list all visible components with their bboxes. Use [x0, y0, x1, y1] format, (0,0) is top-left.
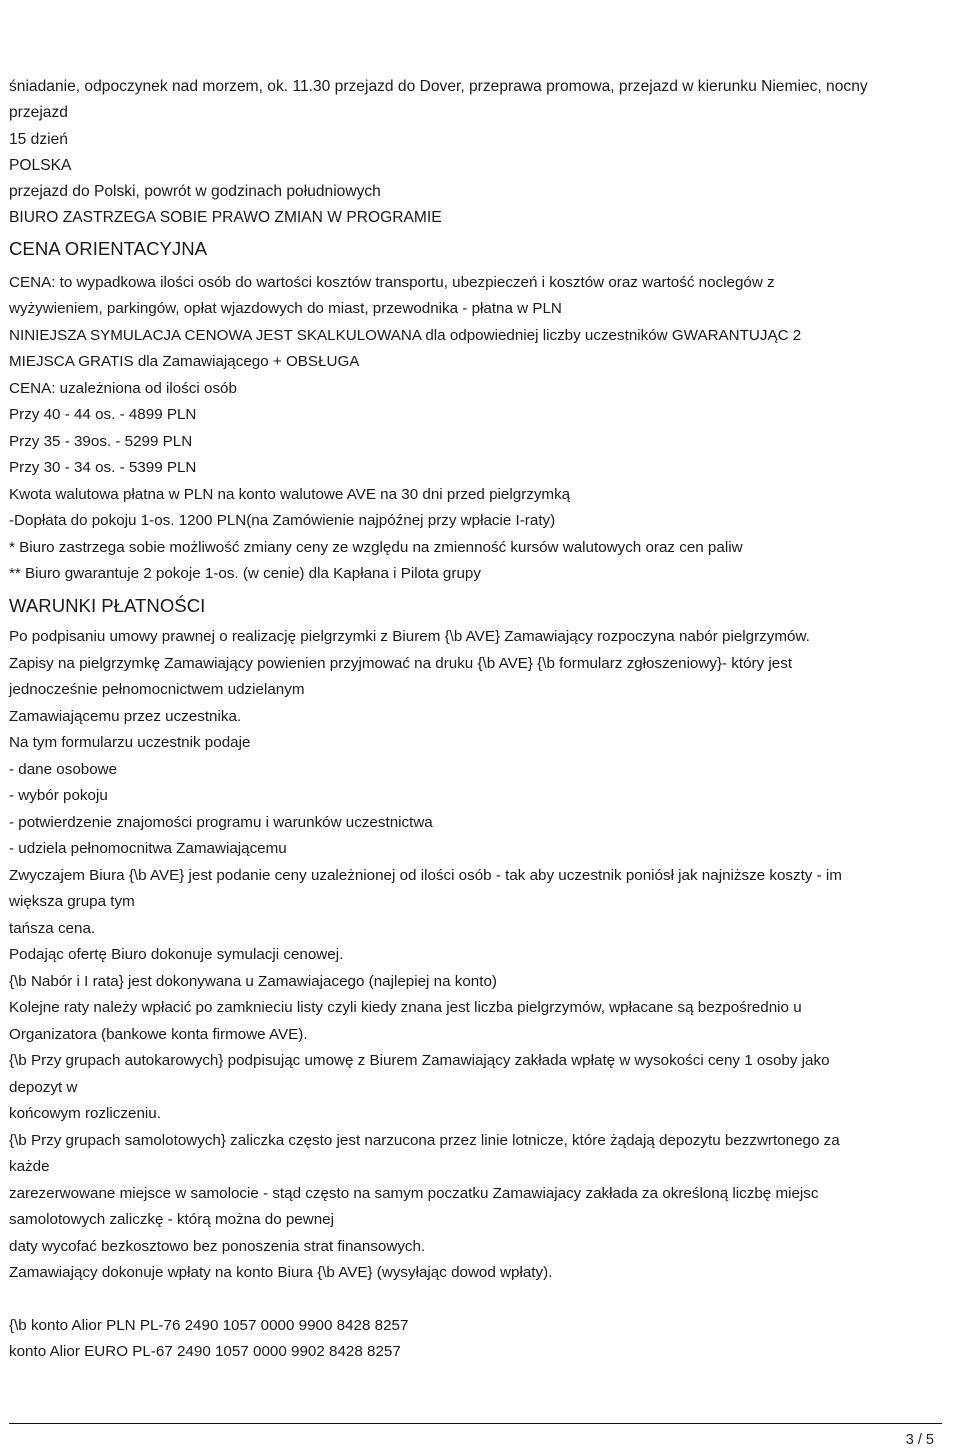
- price-line: CENA: uzależniona od ilości osób: [9, 380, 237, 397]
- section-heading-payment: WARUNKI PŁATNOŚCI: [9, 595, 206, 616]
- price-tier: Przy 40 - 44 os. - 4899 PLN: [9, 406, 197, 423]
- intro-line: BIURO ZASTRZEGA SOBIE PRAWO ZMIAN W PROGRAMIE: [9, 209, 442, 226]
- payment-line: tańsza cena.: [9, 920, 96, 937]
- payment-line: końcowym rozliczeniu.: [9, 1105, 161, 1122]
- payment-line: Na tym formularzu uczestnik podaje: [9, 734, 251, 751]
- payment-line: - dane osobowe: [9, 761, 118, 778]
- payment-line: - potwierdzenie znajomości programu i warunków uczestnictwa: [9, 814, 433, 831]
- price-line: CENA: to wypadkowa ilości osób do wartości kosztów transportu, ubezpieczeń i kosztów oraz wartość noclegów z: [9, 274, 775, 291]
- payment-line: Zamawiający dokonuje wpłaty na konto Biura {\b AVE} (wysyłając dowod wpłaty).: [9, 1264, 553, 1281]
- price-line: -Dopłata do pokoju 1-os. 1200 PLN(na Zamówienie najpóźnej przy wpłacie I-raty): [9, 512, 556, 529]
- payment-line: - udziela pełnomocnitwa Zamawiającemu: [9, 840, 287, 857]
- payment-line: Zwyczajem Biura {\b AVE} jest podanie ceny uzależnionej od ilości osób - tak aby uczestnik poniósł jak najniższe koszty - im: [9, 867, 842, 884]
- payment-line: depozyt w: [9, 1079, 78, 1096]
- price-tier: Przy 30 - 34 os. - 5399 PLN: [9, 459, 197, 476]
- payment-line: każde: [9, 1158, 50, 1175]
- price-tier: Przy 35 - 39os. - 5299 PLN: [9, 433, 193, 450]
- payment-line: Zapisy na pielgrzymkę Zamawiający powienien przyjmować na druku {\b AVE} {\b formularz zgłoszeniowy}- który jest: [9, 655, 793, 672]
- footer-rule: [9, 1423, 942, 1424]
- bank-account-pln: {\b konto Alior PLN PL-76 2490 1057 0000 9900 8428 8257: [9, 1317, 409, 1334]
- intro-line: 15 dzień: [9, 131, 68, 148]
- section-heading-price: CENA ORIENTACYJNA: [9, 238, 208, 259]
- intro-line: śniadanie, odpoczynek nad morzem, ok. 11.30 przejazd do Dover, przeprawa promowa, przejazd w kierunku Niemiec, nocny: [9, 78, 868, 95]
- price-line: NINIEJSZA SYMULACJA CENOWA JEST SKALKULOWANA dla odpowiedniej liczby uczestników GWARANTUJĄC 2: [9, 327, 802, 344]
- payment-line: daty wycofać bezkosztowo bez ponoszenia strat finansowych.: [9, 1238, 426, 1255]
- intro-line: POLSKA: [9, 157, 72, 174]
- payment-line: jednocześnie pełnomocnictwem udzielanym: [9, 681, 305, 698]
- payment-line: Podając ofertę Biuro dokonuje symulacji cenowej.: [9, 946, 344, 963]
- payment-line: {\b Przy grupach samolotowych} zaliczka często jest narzucona przez linie lotnicze, które żądają depozytu bezzwrtonego za: [9, 1132, 840, 1149]
- intro-line: przejazd do Polski, powrót w godzinach południowych: [9, 183, 381, 200]
- price-line: wyżywieniem, parkingów, opłat wjazdowych do miast, przewodnika - płatna w PLN: [9, 300, 562, 317]
- payment-line: {\b Nabór i I rata} jest dokonywana u Zamawiajacego (najlepiej na konto): [9, 973, 497, 990]
- intro-line: przejazd: [9, 104, 68, 121]
- payment-line: Po podpisaniu umowy prawnej o realizację pielgrzymki z Biurem {\b AVE} Zamawiający rozpoczyna nabór pielgrzymów.: [9, 628, 810, 645]
- page-number: 3 / 5: [905, 1432, 934, 1448]
- payment-line: Zamawiającemu przez uczestnika.: [9, 708, 242, 725]
- payment-line: {\b Przy grupach autokarowych} podpisując umowę z Biurem Zamawiający zakłada wpłatę w wysokości ceny 1 osoby jako: [9, 1052, 830, 1069]
- payment-line: samolotowych zaliczkę - którą można do pewnej: [9, 1211, 334, 1228]
- payment-line: - wybór pokoju: [9, 787, 108, 804]
- price-line: ** Biuro gwarantuje 2 pokoje 1-os. (w cenie) dla Kapłana i Pilota grupy: [9, 565, 481, 582]
- payment-line: zarezerwowane miejsce w samolocie - stąd często na samym poczatku Zamawiajacy zakłada za określoną liczbę miejsc: [9, 1185, 819, 1202]
- payment-line: Kolejne raty należy wpłacić po zamknieciu listy czyli kiedy znana jest liczba pielgrzymów, wpłacane są bezpośrednio u: [9, 999, 802, 1016]
- price-line: MIEJSCA GRATIS dla Zamawiającego + OBSŁUGA: [9, 353, 360, 370]
- payment-line: większa grupa tym: [9, 893, 135, 910]
- price-line: * Biuro zastrzega sobie możliwość zmiany ceny ze względu na zmienność kursów walutowych oraz cen paliw: [9, 539, 743, 556]
- bank-account-euro: konto Alior EURO PL-67 2490 1057 0000 9902 8428 8257: [9, 1343, 401, 1360]
- price-line: Kwota walutowa płatna w PLN na konto walutowe AVE na 30 dni przed pielgrzymką: [9, 486, 571, 503]
- payment-line: Organizatora (bankowe konta firmowe AVE).: [9, 1026, 308, 1043]
